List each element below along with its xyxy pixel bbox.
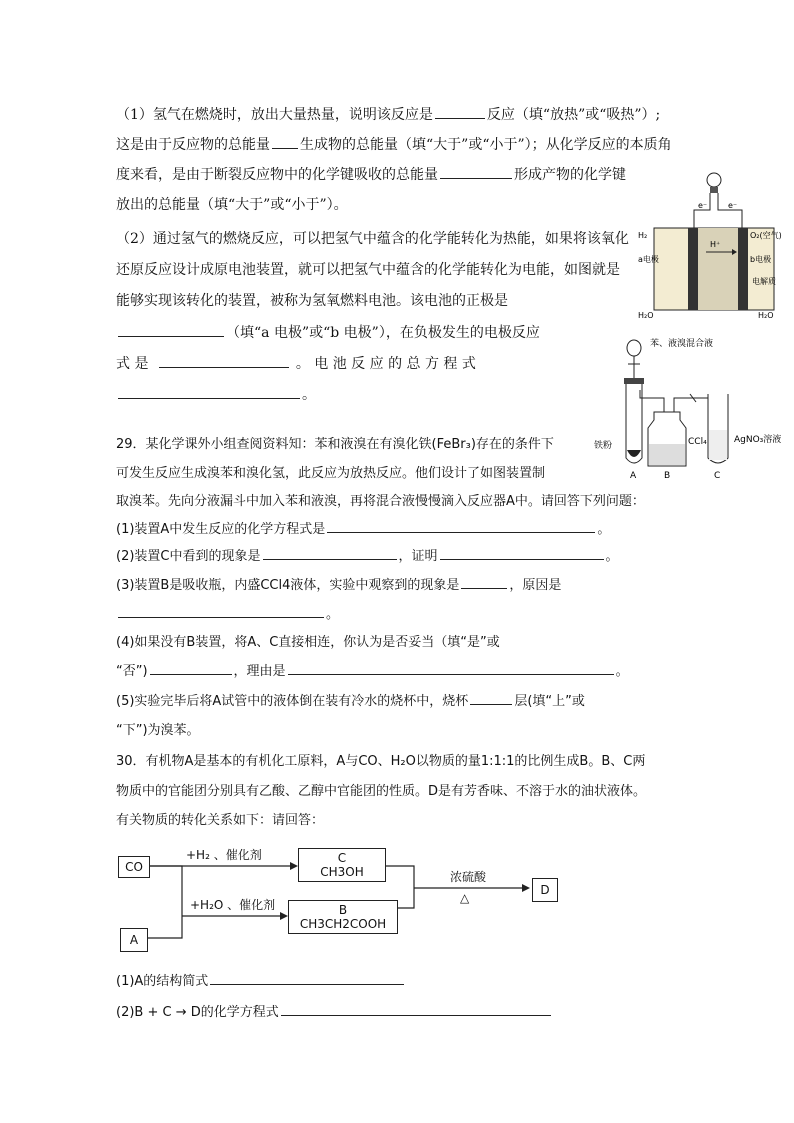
answer-blank-29-4a[interactable] bbox=[150, 660, 232, 675]
electrode-a bbox=[688, 228, 698, 310]
answer-blank-29-2a[interactable] bbox=[263, 545, 397, 560]
q29-part2: (2)装置C中看到的现象是 ，证明 。 bbox=[116, 545, 619, 564]
bromobenzene-apparatus bbox=[592, 334, 790, 480]
q29-line2: 可发生反应生成溴苯和溴化氢，此反应为放热反应。他们设计了如图装置制 bbox=[116, 466, 546, 481]
o2-label: O₂(空气) bbox=[750, 231, 782, 240]
answer-blank-positive[interactable] bbox=[118, 322, 224, 337]
q30-part2: (2)B + C → D的化学方程式 bbox=[116, 1001, 553, 1020]
b-electrode-label: b电极 bbox=[750, 255, 772, 264]
bulb-icon bbox=[707, 173, 721, 187]
tube-a-b bbox=[640, 390, 664, 412]
q30-line2: 物质中的官能团分别具有乙酸、乙醇中官能团的性质。D是有芳香味、不溶于水的油状液体。 bbox=[116, 784, 647, 799]
q29-part3-cont: 。 bbox=[116, 603, 339, 622]
q28-line5: （2）通过氢气的燃烧反应，可以把氢气中蕴含的化学能转化为热能，如果将该氧化 bbox=[116, 231, 629, 247]
q28-line3: 度来看，是由于断裂反应物中的化学键吸收的总能量 形成产物的化学键 bbox=[116, 164, 626, 184]
answer-blank-29-5[interactable] bbox=[470, 690, 512, 705]
ccl4-label: CCl₄ bbox=[688, 437, 707, 447]
q28-line2: 这是由于反应物的总能量 生成物的总能量（填“大于”或“小于”）；从化学反应的本质角 bbox=[116, 134, 672, 154]
q28-line9: 式 是 。 电 池 反 应 的 总 方 程 式 bbox=[116, 353, 476, 373]
q28-line4: 放出的总能量（填“大于”或“小于”）。 bbox=[116, 197, 348, 213]
answer-blank-29-4b[interactable] bbox=[288, 660, 614, 675]
q28-line1: （1）氢气在燃烧时，放出大量热量，说明该反应是 反应（填“放热”或“吸热”）; bbox=[116, 104, 660, 124]
q30-line1: 30．有机物A是基本的有机化工原料，A与CO、H₂O以物质的量1:1:1的比例生成B。B、C两 bbox=[116, 754, 646, 769]
answer-blank-30-1[interactable] bbox=[210, 970, 404, 985]
co-box: CO bbox=[118, 856, 150, 878]
h2o-right-label: H₂O bbox=[758, 311, 774, 320]
answer-blank-exo[interactable] bbox=[435, 104, 485, 119]
q29-part5-cont: “下”)为溴苯。 bbox=[116, 723, 200, 738]
d-box: D bbox=[532, 878, 558, 902]
c-box: C CH3OH bbox=[298, 848, 386, 882]
reagent-h2: +H₂ 、催化剂 bbox=[186, 848, 262, 862]
hplus-label: H⁺ bbox=[710, 240, 721, 249]
h2-label: H₂ bbox=[638, 231, 648, 240]
a-box: A bbox=[120, 928, 148, 952]
answer-blank-30-2[interactable] bbox=[281, 1001, 551, 1016]
electrode-b bbox=[738, 228, 748, 310]
reagent-h2o: +H₂O 、催化剂 bbox=[190, 898, 276, 912]
e-right-label: e⁻ bbox=[728, 201, 738, 210]
q28-line7: 能够实现该转化的装置，被称为氢氧燃料电池。该电池的正极是 bbox=[116, 293, 508, 309]
link-co-a bbox=[146, 866, 182, 938]
fuel-cell-diagram bbox=[636, 170, 786, 322]
answer-blank-energy1[interactable] bbox=[272, 134, 298, 149]
answer-blank-29-1[interactable] bbox=[327, 518, 595, 533]
ccl4-liquid bbox=[649, 444, 685, 465]
q28-line8: （填“a 电极”或“b 电极”），在负极发生的电极反应 bbox=[116, 322, 540, 342]
wire-right bbox=[718, 193, 742, 232]
a-electrode-label: a电极 bbox=[638, 255, 659, 264]
answer-blank-29-2b[interactable] bbox=[440, 545, 604, 560]
label-c: C bbox=[714, 471, 721, 480]
arrowhead-co-c bbox=[290, 862, 298, 870]
q29-part1: (1)装置A中发生反应的化学方程式是 。 bbox=[116, 518, 610, 537]
q29-part3: (3)装置B是吸收瓶，内盛CCl4液体，实验中观察到的现象是 ，原因是 bbox=[116, 574, 561, 593]
separatory-funnel bbox=[627, 340, 641, 356]
answer-blank-29-3a[interactable] bbox=[461, 574, 507, 589]
reagent-acid: 浓硫酸 bbox=[450, 870, 487, 884]
agno3-label: AgNO₃溶液 bbox=[734, 435, 782, 445]
answer-blank-negative[interactable] bbox=[159, 353, 289, 368]
electrolyte-label: 电解质 bbox=[752, 277, 776, 286]
answer-blank-29-3b[interactable] bbox=[118, 603, 324, 618]
q29-part4: (4)如果没有B装置，将A、C直接相连，你认为是否妥当（填“是”或 bbox=[116, 635, 500, 650]
q29-part5: (5)实验完毕后将A试管中的液体倒在装有冷水的烧杯中，烧杯 层(填“上”或 bbox=[116, 690, 585, 709]
mixture-label: 苯、液溴混合液 bbox=[650, 339, 714, 349]
q30-line3: 有关物质的转化关系如下：请回答： bbox=[116, 813, 325, 828]
b-box: B CH3CH2COOH bbox=[288, 900, 398, 934]
q29-line3: 取溴苯。先向分液漏斗中加入苯和液溴，再将混合液慢慢滴入反应器A中。请回答下列问题： bbox=[116, 494, 645, 509]
apparatus-diagram bbox=[592, 334, 790, 480]
iron-label: 铁粉 bbox=[594, 441, 613, 451]
q29-part4-cont: “否”) ，理由是 。 bbox=[116, 660, 629, 679]
label-a: A bbox=[630, 471, 637, 480]
e-left-label: e⁻ bbox=[698, 201, 708, 210]
stopper-a bbox=[624, 378, 644, 384]
bulb-base bbox=[710, 187, 718, 193]
q28-line10: 。 bbox=[116, 384, 316, 404]
arrowhead-a-b bbox=[280, 912, 288, 920]
reaction-scheme bbox=[110, 838, 570, 958]
label-b: B bbox=[664, 471, 671, 480]
arrowhead-to-d bbox=[522, 884, 530, 892]
q29-line1: 29．某化学课外小组查阅资料知：苯和液溴在有溴化铁(FeBr₃)存在的条件下 bbox=[116, 437, 554, 452]
fuel-cell-figure bbox=[636, 170, 786, 322]
q28-line6: 还原反应设计成原电池装置，就可以把氢气中蕴含的化学能转化为电能，如图就是 bbox=[116, 262, 620, 278]
answer-blank-total[interactable] bbox=[118, 384, 300, 399]
wire-left bbox=[694, 193, 710, 232]
q30-part1: (1)A的结构简式 bbox=[116, 970, 406, 989]
agno3-liquid bbox=[709, 430, 727, 460]
h2o-left-label: H₂O bbox=[638, 311, 654, 320]
heat-symbol: △ bbox=[460, 891, 470, 905]
answer-blank-energy2[interactable] bbox=[440, 164, 512, 179]
